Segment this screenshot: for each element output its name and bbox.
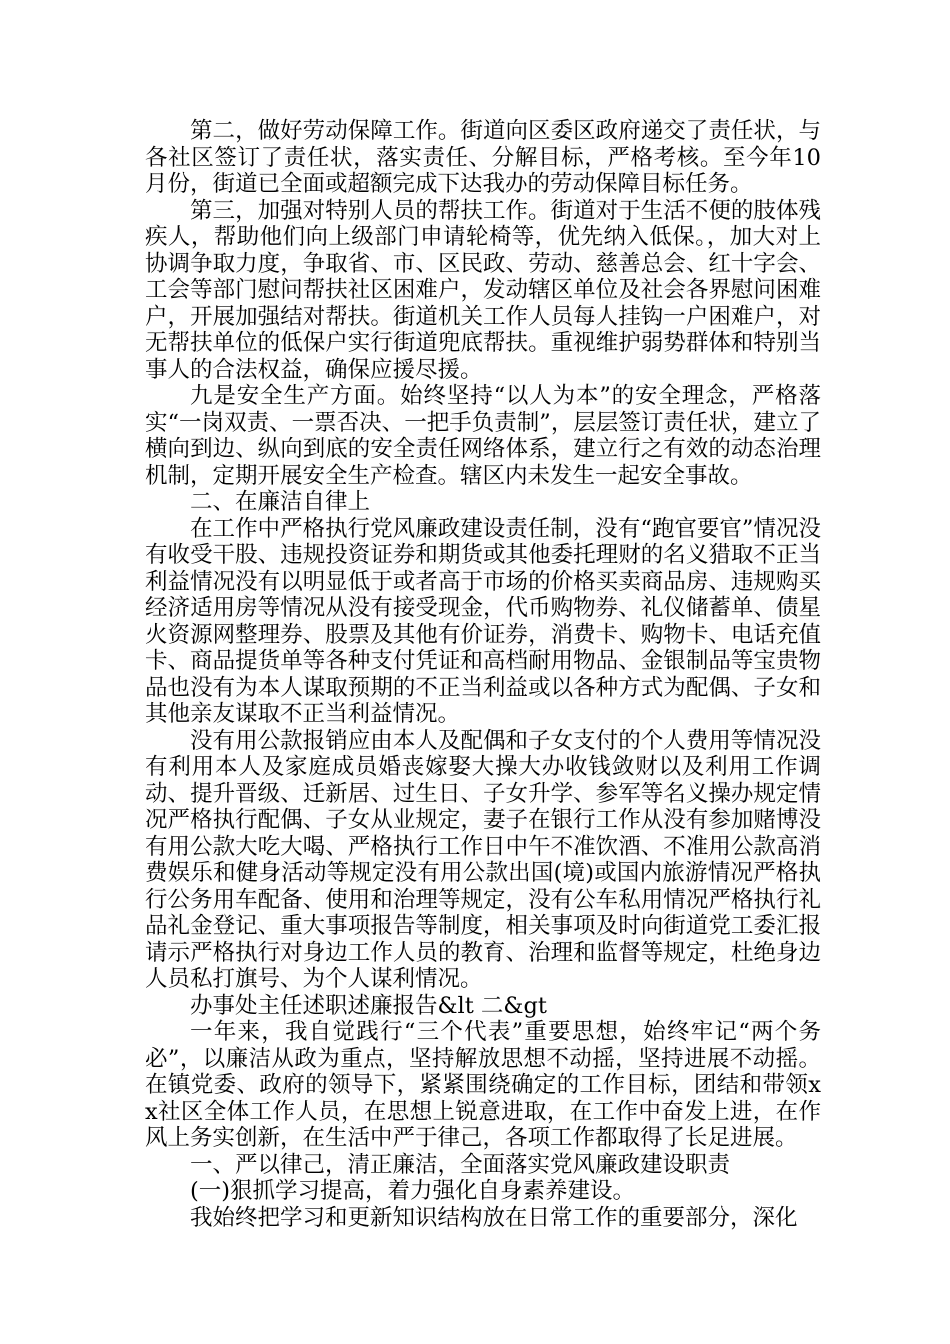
section-heading: 一、严以律己，清正廉洁，全面落实党风廉政建设职责 xyxy=(190,1151,731,1178)
paragraph: 在工作中严格执行党风廉政建设责任制，没有“跑官要官”情况没有收受干股、违规投资证券和期货或其他委托理财的名义猎取不正当利益情况没有以明显低于或者高于市场的价格买卖商品房、违规购买经济适用房等情况从没有接受现金，代币购物券、礼仪储蓄单、债星火资源网整理券、股票及其他有价证券，消费卡、购物卡、电话充值卡、商品提货单等各种支付凭证和高档耐用物品、金银制品等宝贵物品也没有为本人谋取预期的不正当利益或以各种方式为配偶、子女和其他亲友谋取不正当利益情况。 xyxy=(145,515,821,727)
paragraph: 第二，做好劳动保障工作。街道向区委区政府递交了责任状，与各社区签订了责任状，落实责任、分解目标，严格考核。至今年10月份，街道已全面或超额完成下达我办的劳动保障目标任务。 xyxy=(145,118,821,197)
document-page xyxy=(145,118,821,1231)
section-heading: 二、在廉洁自律上 xyxy=(190,489,371,515)
subsection-heading: (一)狠抓学习提高，着力强化自身素养建设。 xyxy=(190,1178,636,1204)
paragraph: 没有用公款报销应由本人及配偶和子女支付的个人费用等情况没有利用本人及家庭成员婚丧嫁娶大操大办收钱敛财以及利用工作调动、提升晋级、迁新居、过生日、子女升学、参军等名义操办规定情况严格执行配偶、子女从业规定，妻子在银行工作从没有参加赌博没有用公款大吃大喝、严格执行工作日中午不准饮酒、不准用公款高消费娱乐和健身活动等规定没有用公款出国(境)或国内旅游情况严格执行公务用车配备、使用和治理等规定，没有公车私用情况严格执行礼品礼金登记、重大事项报告等制度，相关事项及时向街道党工委汇报请示严格执行对身边工作人员的教育、治理和监督等规定，杜绝身边人员私打旗号、为个人谋利情况。 xyxy=(145,727,821,992)
report-title: 办事处主任述职述廉报告&lt 二&gt xyxy=(190,992,547,1019)
paragraph: 第三，加强对特别人员的帮扶工作。街道对于生活不便的肢体残疾人，帮助他们向上级部门申请轮椅等，优先纳入低保。，加大对上协调争取力度，争取省、市、区民政、劳动、慈善总会、红十字会、工会等部门慰问帮扶社区困难户，发动辖区单位及社会各界慰问困难户，开展加强结对帮扶。街道机关工作人员每人挂钩一户困难户，对无帮扶单位的低保户实行街道兜底帮扶。重视维护弱势群体和特别当事人的合法权益，确保应援尽援。 xyxy=(145,197,821,383)
paragraph: 一年来，我自觉践行“三个代表”重要思想，始终牢记“两个务必”，以廉洁从政为重点，坚持解放思想不动摇，坚持进展不动摇。在镇党委、政府的领导下，紧紧围绕确定的工作目标，团结和带领xx社区全体工作人员，在思想上锐意进取，在工作中奋发上进，在作风上务实创新，在生活中严于律己，各项工作都取得了长足进展。 xyxy=(145,1019,821,1151)
paragraph: 我始终把学习和更新知识结构放在日常工作的重要部分，深化 xyxy=(190,1204,798,1231)
paragraph: 九是安全生产方面。始终坚持“以人为本”的安全理念，严格落实“一岗双责、一票否决、一把手负责制”，层层签订责任状，建立了横向到边、纵向到底的安全责任网络体系，建立行之有效的动态治理机制，定期开展安全生产检查。辖区内未发生一起安全事故。 xyxy=(145,383,821,489)
